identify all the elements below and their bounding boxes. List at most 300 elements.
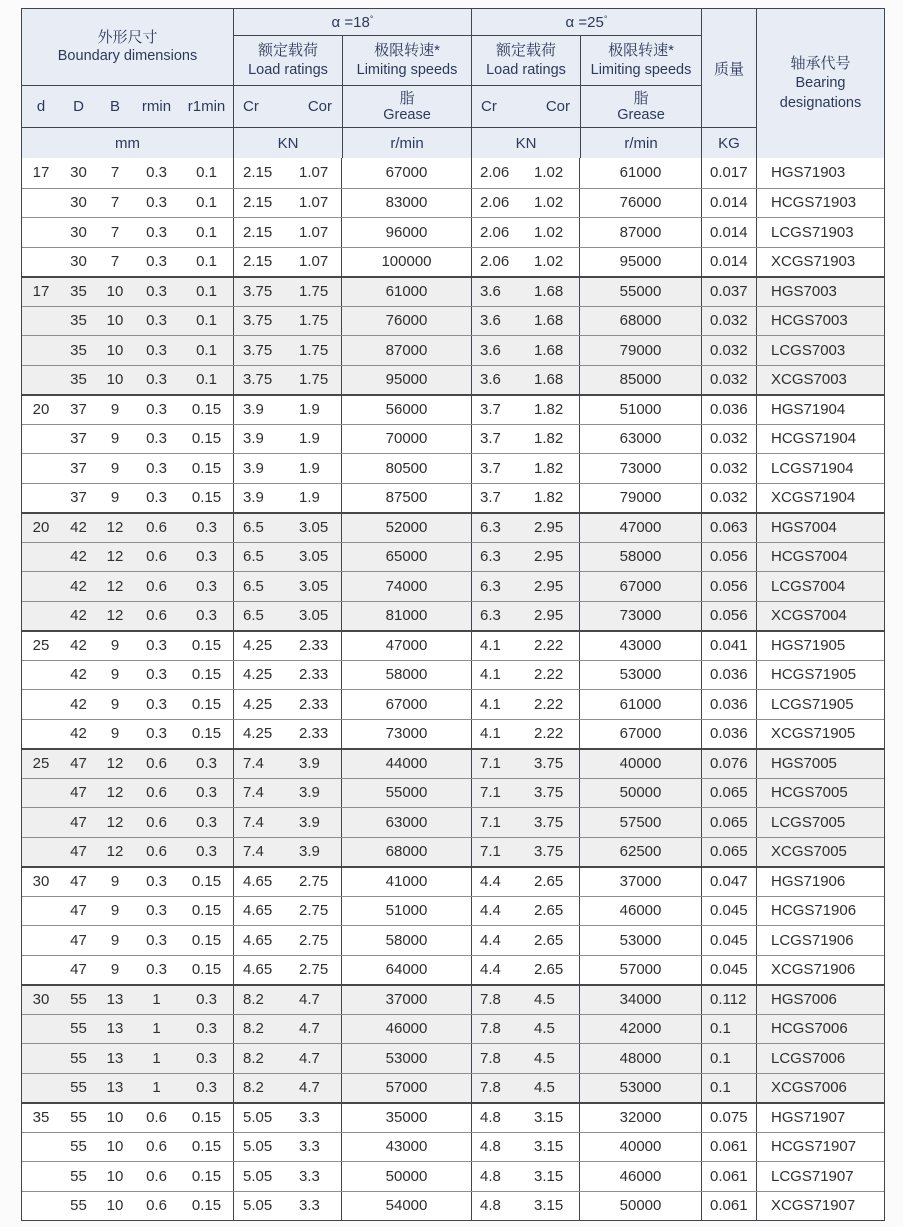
cell-cor18: 3.3 [299,1167,320,1185]
header-cr-cor-18 [234,85,342,127]
cell-d [22,690,60,719]
cell-D: 35 [70,312,87,330]
table-row [22,1043,884,1073]
cell-speed18: 57000 [341,1074,471,1103]
cell-speed18: 80500 [341,454,471,483]
cell-mass: 0.032 [701,454,756,483]
cell-rmin: 0.6 [146,843,167,861]
cell-mass: 0.061 [701,1133,756,1162]
cell-rmin: 0.3 [146,341,167,359]
cell-d: 35 [32,1109,50,1127]
cell-rmin: 0.3 [146,164,167,182]
cell-cor25: 4.5 [534,1079,555,1097]
cell-speed25: 62500 [579,838,701,867]
table-row [22,719,884,749]
cell-B: 9 [110,873,120,891]
cell-d [22,897,60,926]
cell-d [22,808,60,837]
cell-d [22,307,60,336]
header-grease-25 [581,85,701,127]
cell-code: XCGS71906 [756,956,884,985]
cell-cr18: 8.2 [233,1074,291,1103]
cell-r1min: 0.1 [196,283,217,301]
cell-speed18: 58000 [341,661,471,690]
cell-cr18: 3.9 [233,484,291,513]
cell-d [22,572,60,601]
cell-cr25: 2.06 [471,248,526,277]
cell-rmin: 0.6 [146,1167,167,1185]
cell-cor18: 1.07 [299,253,329,271]
cell-r1min: 0.3 [196,548,217,566]
cell-cr25: 7.8 [471,1044,526,1073]
cell-speed25: 50000 [579,779,701,808]
cell-cr18: 4.65 [233,868,291,896]
table-row [22,1191,884,1221]
cell-cor25: 2.65 [534,873,564,891]
cell-mass: 0.032 [701,484,756,513]
load-ratings-en: Load ratings [248,61,328,78]
cell-mass: 0.014 [701,248,756,277]
cell-cor25: 2.22 [534,695,564,713]
cell-cor18: 3.3 [299,1138,320,1156]
cell-rmin: 0.6 [146,548,167,566]
cell-rmin: 0.6 [146,607,167,625]
cell-B: 9 [110,666,120,684]
cell-D: 37 [70,430,87,448]
cell-cr25: 4.8 [471,1192,526,1221]
cell-cr25: 4.4 [471,956,526,985]
cell-B: 9 [110,931,120,949]
cell-d [22,248,60,277]
cell-B: 10 [106,1197,124,1215]
cell-D: 42 [70,695,87,713]
cell-cr18: 2.15 [233,189,291,218]
cell-r1min: 0.3 [196,784,217,802]
cell-cr18: 8.2 [233,1015,291,1044]
cell-d [22,484,60,513]
cell-cor18: 4.7 [299,1079,320,1097]
cell-cor25: 3.75 [534,784,564,802]
cell-speed25: 40000 [579,750,701,778]
cell-cr18: 3.75 [233,307,291,336]
cell-speed18: 73000 [341,720,471,749]
cell-speed18: 52000 [341,514,471,542]
cell-cor18: 2.33 [299,695,329,713]
cell-B: 10 [106,341,124,359]
table-row [22,660,884,690]
cell-speed18: 100000 [341,248,471,277]
cell-speed18: 70000 [341,425,471,454]
cell-cor18: 4.7 [299,991,320,1009]
cell-code: LCGS71907 [756,1162,884,1191]
cell-mass: 0.1 [701,1074,756,1103]
cell-cor18: 2.75 [299,961,329,979]
cell-rmin: 0.3 [146,371,167,389]
cell-code: HCGS7004 [756,543,884,572]
cell-cor18: 2.33 [299,637,329,655]
cell-cr18: 6.5 [233,572,291,601]
cell-D: 47 [70,931,87,949]
cell-cr18: 3.75 [233,278,291,306]
cell-d [22,926,60,955]
boundary-label-cn: 外形尺寸 [97,28,158,46]
cell-code: LCGS7005 [756,808,884,837]
cell-speed18: 95000 [341,366,471,395]
cell-B: 12 [106,519,124,537]
cell-D: 42 [70,637,87,655]
cell-speed18: 81000 [341,602,471,631]
cell-speed25: 53000 [579,661,701,690]
cell-code: HCGS7005 [756,779,884,808]
cell-speed18: 51000 [341,897,471,926]
table-row [22,778,884,808]
cell-mass: 0.112 [701,986,756,1014]
cell-speed18: 47000 [341,632,471,660]
cell-B: 9 [110,725,120,743]
cell-speed25: 76000 [579,189,701,218]
cell-code: XCGS71903 [756,248,884,277]
cell-D: 42 [70,548,87,566]
cell-r1min: 0.15 [191,1197,222,1215]
header-B: B [109,98,120,115]
table-row [22,276,884,306]
cell-code: HCGS71906 [756,897,884,926]
cell-speed18: 67000 [341,158,471,188]
cell-code: LCGS71904 [756,454,884,483]
cell-B: 10 [106,1138,124,1156]
limiting-speeds-en: Limiting speeds [590,61,692,78]
cell-cor18: 2.33 [299,725,329,743]
table-row [22,483,884,513]
cell-cor18: 1.75 [299,371,329,389]
cell-mass: 0.045 [701,897,756,926]
cell-cor25: 2.65 [534,931,564,949]
cell-D: 42 [70,577,87,595]
cell-rmin: 1 [152,1079,161,1097]
table-row [22,542,884,572]
cell-code: LCGS71903 [756,218,884,247]
cell-cr18: 7.4 [233,779,291,808]
cell-speed25: 51000 [579,396,701,424]
cell-cr25: 3.6 [471,366,526,395]
alpha-25-label: α =25 [565,13,604,31]
cell-cor18: 3.9 [299,755,320,773]
table-row [22,925,884,955]
cell-r1min: 0.1 [196,312,217,330]
cell-code: XCGS71905 [756,720,884,749]
cell-cor25: 2.95 [534,607,564,625]
cell-d [22,425,60,454]
cell-cor25: 3.15 [534,1109,564,1127]
table-row [22,571,884,601]
cell-cr25: 7.1 [471,838,526,867]
cell-code: HGS71905 [756,632,884,660]
cell-cor18: 2.75 [299,873,329,891]
cell-code: HGS7003 [756,278,884,306]
cell-cr25: 2.06 [471,218,526,247]
cell-r1min: 0.3 [196,1079,217,1097]
cell-cr18: 7.4 [233,838,291,867]
cell-cor18: 4.7 [299,1049,320,1067]
cell-code: XCGS7005 [756,838,884,867]
cell-mass: 0.014 [701,218,756,247]
cell-cor25: 3.15 [534,1138,564,1156]
header-d: d [36,98,46,115]
table-row [22,1073,884,1103]
load-ratings-cn: 额定载荷 [495,42,556,60]
cell-B: 12 [106,784,124,802]
cell-D: 55 [70,1138,87,1156]
cell-speed25: 50000 [579,1192,701,1221]
cell-code: HGS71907 [756,1104,884,1132]
cell-cor25: 1.68 [534,371,564,389]
cell-mass: 0.041 [701,632,756,660]
cell-d: 30 [32,991,50,1009]
cell-speed18: 63000 [341,808,471,837]
table-header [22,9,884,158]
cell-D: 42 [70,607,87,625]
cell-d: 30 [32,873,50,891]
cell-code: HCGS71904 [756,425,884,454]
cell-speed18: 43000 [341,1133,471,1162]
cell-cr25: 3.6 [471,278,526,306]
cell-rmin: 0.3 [146,459,167,477]
table-row [22,217,884,247]
cell-cr25: 6.3 [471,602,526,631]
cell-d: 20 [32,401,50,419]
cell-rmin: 0.6 [146,1138,167,1156]
section-boundary-dimensions [22,9,233,158]
cell-cor18: 3.05 [299,548,329,566]
table-row [22,896,884,926]
cell-mass: 0.065 [701,808,756,837]
cell-speed25: 87000 [579,218,701,247]
table-row [22,306,884,336]
cell-d: 25 [32,755,50,773]
table-row [22,630,884,660]
cell-cr18: 7.4 [233,750,291,778]
grease-cn: 脂 [633,89,649,107]
cell-mass: 0.036 [701,720,756,749]
cell-d: 17 [32,164,50,182]
cell-speed25: 47000 [579,514,701,542]
cell-cor18: 1.9 [299,401,320,419]
cell-d [22,366,60,395]
cell-cr25: 7.8 [471,986,526,1014]
cell-speed25: 57500 [579,808,701,837]
cell-r1min: 0.3 [196,519,217,537]
cell-cr25: 4.4 [471,868,526,896]
cell-mass: 0.017 [701,158,756,188]
cell-cor25: 1.02 [534,164,564,182]
cell-d [22,602,60,631]
cell-r1min: 0.1 [196,341,217,359]
cell-r1min: 0.15 [191,873,222,891]
cell-cr18: 5.05 [233,1192,291,1221]
header-D: D [73,98,84,115]
cell-B: 10 [106,371,124,389]
cell-speed25: 53000 [579,926,701,955]
cell-mass: 0.045 [701,956,756,985]
cell-mass: 0.075 [701,1104,756,1132]
cell-speed18: 96000 [341,218,471,247]
cell-cr25: 4.4 [471,926,526,955]
grease-cn: 脂 [399,89,415,107]
cell-speed18: 68000 [341,838,471,867]
cell-cr25: 2.06 [471,189,526,218]
boundary-label-en: Boundary dimensions [57,48,198,65]
unit-rpm-18: r/min [343,127,471,158]
cell-cr25: 4.1 [471,661,526,690]
cell-d [22,661,60,690]
cell-code: XCGS71907 [756,1192,884,1221]
unit-kn-25: KN [472,127,580,158]
cell-rmin: 0.3 [146,401,167,419]
cell-r1min: 0.15 [191,695,222,713]
cell-rmin: 0.3 [146,961,167,979]
designations-cn: 轴承代号 [790,54,851,72]
unit-kg: KG [702,127,756,158]
cell-cor18: 1.9 [299,459,320,477]
cell-D: 47 [70,784,87,802]
table-row [22,335,884,365]
cell-r1min: 0.15 [191,430,222,448]
grease-en: Grease [383,106,431,123]
cell-cr25: 4.1 [471,690,526,719]
cell-B: 13 [106,1079,124,1097]
cell-cr18: 3.9 [233,425,291,454]
cell-mass: 0.032 [701,307,756,336]
cell-rmin: 0.3 [146,725,167,743]
cell-cr25: 3.7 [471,396,526,424]
table-row [22,453,884,483]
cell-cor25: 4.5 [534,1020,555,1038]
cell-B: 9 [110,961,120,979]
cell-cr25: 7.8 [471,1015,526,1044]
cell-B: 7 [110,253,120,271]
cell-D: 30 [70,223,87,241]
cell-speed25: 43000 [579,632,701,660]
cell-r1min: 0.3 [196,607,217,625]
table-row [22,601,884,631]
cell-cor25: 2.95 [534,519,564,537]
cell-speed25: 73000 [579,454,701,483]
cell-mass: 0.032 [701,366,756,395]
cell-mass: 0.047 [701,868,756,896]
cell-speed18: 37000 [341,986,471,1014]
cell-cor18: 1.75 [299,341,329,359]
cell-speed18: 87000 [341,336,471,365]
cell-B: 9 [110,401,120,419]
cell-cr25: 7.8 [471,1074,526,1103]
limiting-speeds-en: Limiting speeds [356,61,458,78]
cell-mass: 0.037 [701,278,756,306]
cell-rmin: 1 [152,1049,161,1067]
cell-cr18: 6.5 [233,514,291,542]
header-alpha-25 [472,9,701,35]
table-row [22,188,884,218]
cell-r1min: 0.15 [191,931,222,949]
cell-B: 9 [110,489,120,507]
cell-r1min: 0.15 [191,637,222,655]
cell-cr18: 6.5 [233,602,291,631]
table-body [22,158,884,1220]
cell-rmin: 0.3 [146,489,167,507]
alpha-18-label: α =18 [331,13,370,31]
header-cr-25: Cr [481,98,497,115]
cell-D: 55 [70,1049,87,1067]
table-row [22,748,884,778]
cell-speed25: 34000 [579,986,701,1014]
cell-cor18: 1.07 [299,194,329,212]
cell-rmin: 0.6 [146,813,167,831]
cell-D: 55 [70,1020,87,1038]
cell-code: HGS7006 [756,986,884,1014]
cell-D: 37 [70,401,87,419]
cell-cr25: 3.7 [471,425,526,454]
cell-B: 13 [106,1049,124,1067]
cell-cor25: 1.02 [534,253,564,271]
cell-D: 55 [70,1197,87,1215]
cell-cr18: 3.9 [233,396,291,424]
cell-cor18: 2.75 [299,902,329,920]
cell-speed25: 46000 [579,1162,701,1191]
cell-cor18: 2.75 [299,931,329,949]
cell-speed25: 40000 [579,1133,701,1162]
cell-D: 47 [70,755,87,773]
cell-cr18: 8.2 [233,1044,291,1073]
table-row [22,424,884,454]
cell-speed25: 61000 [579,158,701,188]
cell-d [22,1192,60,1221]
header-cr-18: Cr [243,98,259,115]
cell-code: LCGS7004 [756,572,884,601]
cell-cor25: 2.22 [534,725,564,743]
cell-rmin: 0.3 [146,194,167,212]
cell-rmin: 0.3 [146,902,167,920]
cell-speed18: 46000 [341,1015,471,1044]
table-row [22,1014,884,1044]
cell-speed25: 95000 [579,248,701,277]
cell-cor18: 3.05 [299,519,329,537]
cell-D: 47 [70,961,87,979]
cell-r1min: 0.1 [196,253,217,271]
cell-D: 47 [70,813,87,831]
cell-D: 35 [70,371,87,389]
cell-rmin: 0.3 [146,931,167,949]
cell-mass: 0.036 [701,661,756,690]
cell-cr18: 4.25 [233,690,291,719]
cell-d: 25 [32,637,50,655]
cell-r1min: 0.3 [196,991,217,1009]
cell-code: LCGS71906 [756,926,884,955]
cell-cr18: 6.5 [233,543,291,572]
cell-cr25: 3.6 [471,307,526,336]
cell-cor18: 1.75 [299,283,329,301]
cell-mass: 0.036 [701,396,756,424]
cell-B: 9 [110,695,120,713]
cell-rmin: 0.6 [146,784,167,802]
cell-d [22,956,60,985]
cell-speed18: 56000 [341,396,471,424]
unit-mm: mm [22,127,233,158]
cell-cr25: 4.1 [471,632,526,660]
cell-speed18: 87500 [341,484,471,513]
header-limiting-speeds-18 [343,36,471,85]
cell-D: 37 [70,489,87,507]
cell-mass: 0.032 [701,336,756,365]
table-row [22,837,884,867]
